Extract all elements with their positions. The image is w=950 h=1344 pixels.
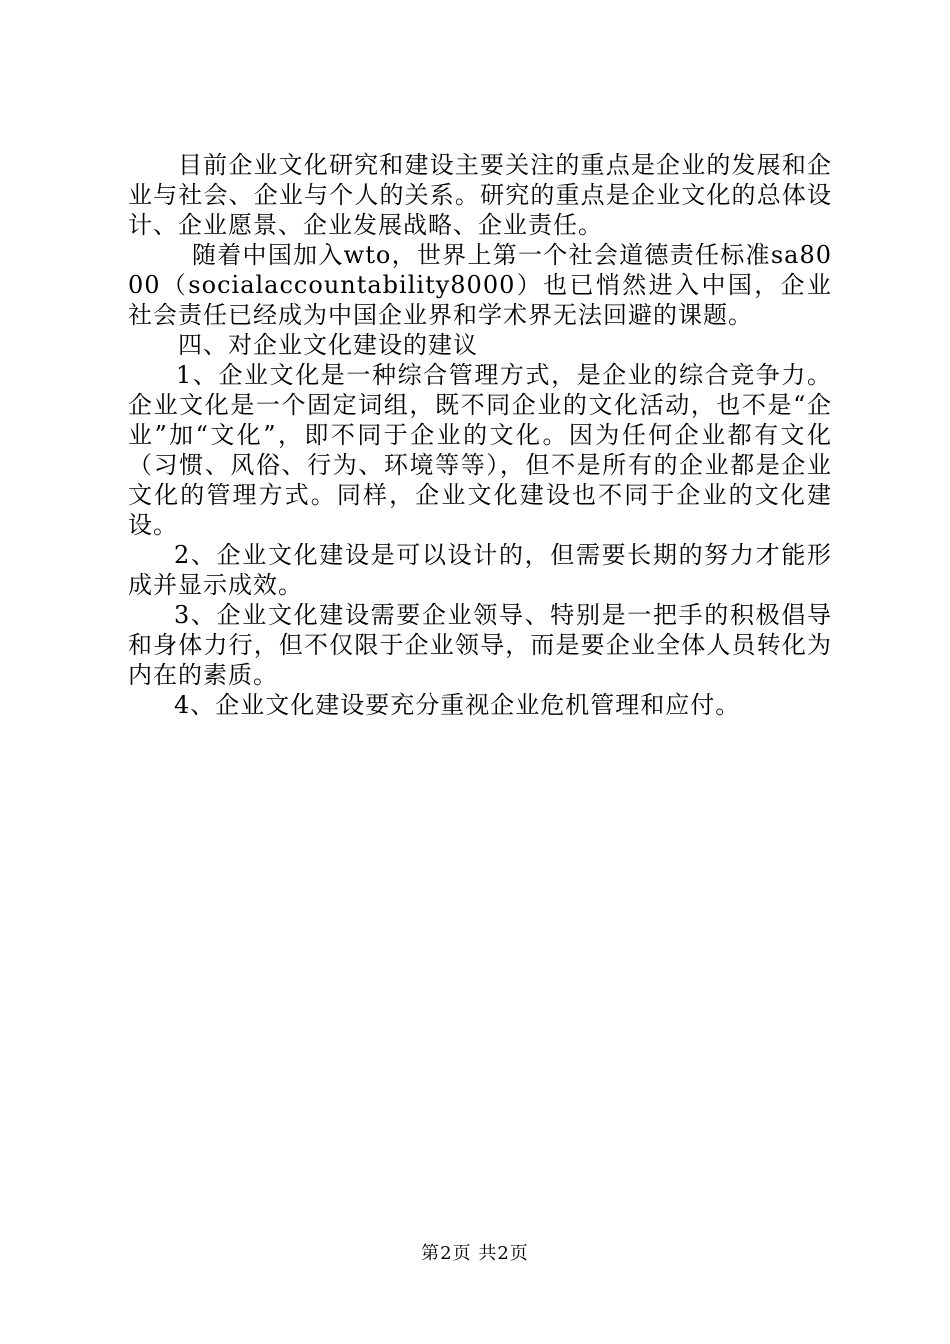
paragraph-point-2: 2、企业文化建设是可以设计的，但需要长期的努力才能形成并显示成效。 [128, 541, 832, 599]
page-footer: 第2页 共2页 [421, 1243, 529, 1264]
paragraph-point-3: 3、企业文化建设需要企业领导、特别是一把手的积极倡导和身体力行，但不仅限于企业领导，而是要企业全体人员转化为内在的素质。 [128, 601, 832, 689]
paragraph-wto: 随着中国加入wto，世界上第一个社会道德责任标准sa8000（socialaccountability8000）也已悄然进入中国，企业社会责任已经成为中国企业界和学术界无法回避的课题。 [128, 241, 832, 329]
document-body [128, 150, 832, 720]
paragraph-point-4: 4、企业文化建设要充分重视企业危机管理和应付。 [174, 691, 741, 719]
paragraph-point-1: 1、企业文化是一种综合管理方式，是企业的综合竞争力。企业文化是一个固定词组，既不同企业的文化活动，也不是“企业”加“文化”，即不同于企业的文化。因为任何企业都有文化（习惯、风俗、行为、环境等等），但不是所有的企业都是企业文化的管理方式。同样，企业文化建设也不同于企业的文化建设。 [128, 361, 832, 539]
paragraph-focus: 目前企业文化研究和建设主要关注的重点是企业的发展和企业与社会、企业与个人的关系。研究的重点是企业文化的总体设计、企业愿景、企业发展战略、企业责任。 [128, 151, 832, 239]
section-heading: 四、对企业文化建设的建议 [178, 331, 478, 359]
